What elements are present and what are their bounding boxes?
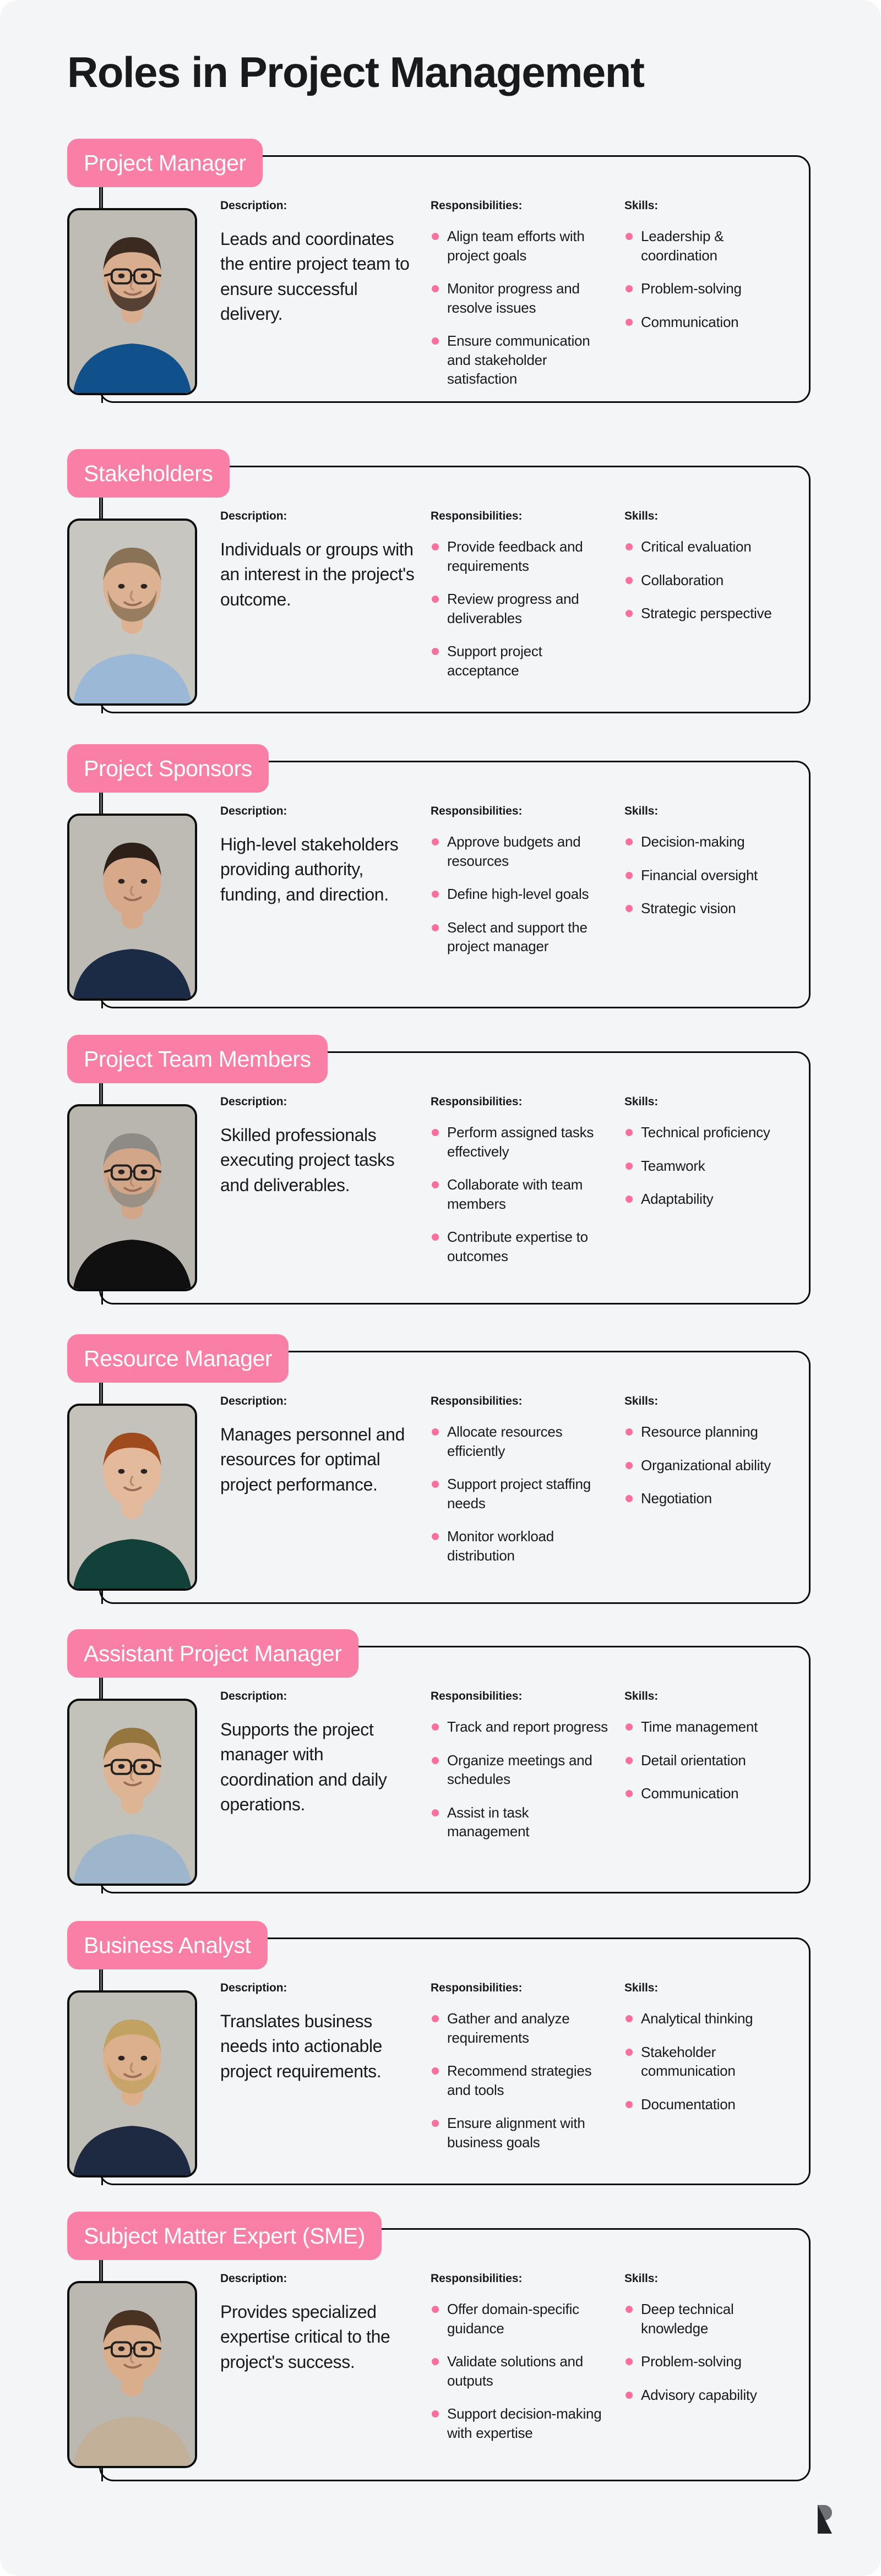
skills-label: Skills:: [624, 1690, 659, 1702]
role-photo: [67, 519, 197, 706]
skill-item: Leadership & coordination: [624, 227, 790, 265]
skill-item: Negotiation: [624, 1489, 790, 1508]
responsibility-item: Ensure communication and stakeholder satisfaction: [431, 331, 611, 389]
description-column: [220, 2272, 431, 2442]
skills-column: [624, 1395, 790, 1565]
responsibilities-label: Responsibilities:: [431, 1095, 523, 1108]
skill-item: Critical evaluation: [624, 537, 790, 556]
role-badge-label: Subject Matter Expert (SME): [84, 2223, 365, 2248]
responsibilities-column: [431, 510, 624, 680]
role-badge[interactable]: [67, 2212, 382, 2260]
responsibility-item: Ensure alignment with business goals: [431, 2114, 611, 2152]
responsibilities-column: [431, 199, 624, 389]
skill-item: Advisory capability: [624, 2386, 790, 2405]
role-detail-columns: [220, 2272, 804, 2442]
skills-list: [624, 227, 790, 331]
responsibility-item: Provide feedback and requirements: [431, 537, 611, 575]
responsibility-item: Define high-level goals: [431, 885, 611, 904]
connector-badge-to-photo: [101, 498, 103, 521]
responsibilities-list: [431, 1717, 611, 1841]
description-label: Description:: [220, 1690, 287, 1702]
connector-badge-to-photo: [101, 1969, 103, 1993]
skills-label: Skills:: [624, 2272, 659, 2285]
responsibility-item: Support project staffing needs: [431, 1475, 611, 1513]
connector-photo-to-panel: [101, 706, 103, 713]
responsibilities-label: Responsibilities:: [431, 805, 523, 817]
description-label: Description:: [220, 1095, 287, 1108]
responsibilities-column: [431, 1690, 624, 1841]
responsibilities-label: Responsibilities:: [431, 1982, 523, 1994]
responsibility-item: Organize meetings and schedules: [431, 1751, 611, 1789]
skills-list: [624, 1717, 790, 1803]
responsibility-item: Monitor workload distribution: [431, 1527, 611, 1565]
responsibility-item: Approve budgets and resources: [431, 832, 611, 870]
description-text: Supports the project manager with coordination and daily operations.: [220, 1720, 387, 1815]
skills-label: Skills:: [624, 805, 659, 817]
responsibilities-label: Responsibilities:: [431, 2272, 523, 2285]
skills-list: [624, 1422, 790, 1508]
role-photo: [67, 2281, 197, 2468]
connector-badge-to-photo: [101, 1383, 103, 1406]
skill-item: Communication: [624, 1784, 790, 1803]
skills-list: [624, 537, 790, 623]
responsibilities-label: Responsibilities:: [431, 1690, 523, 1702]
skill-item: Teamwork: [624, 1156, 790, 1176]
responsibility-item: Support decision-making with expertise: [431, 2404, 611, 2442]
skills-list: [624, 2300, 790, 2404]
responsibilities-list: [431, 227, 611, 389]
description-column: [220, 1982, 431, 2152]
skill-item: Organizational ability: [624, 1456, 790, 1475]
role-photo: [67, 1404, 197, 1591]
responsibility-item: Review progress and deliverables: [431, 590, 611, 627]
responsibility-item: Monitor progress and resolve issues: [431, 279, 611, 317]
role-detail-columns: [220, 510, 804, 680]
responsibilities-column: [431, 1095, 624, 1265]
skill-item: Detail orientation: [624, 1751, 790, 1770]
description-text: Provides specialized expertise critical to the project's success.: [220, 2302, 390, 2372]
description-text: Leads and coordinates the entire project team to ensure successful delivery.: [220, 229, 410, 324]
description-column: [220, 805, 431, 956]
role-badge[interactable]: [67, 1629, 358, 1678]
skills-list: [624, 2009, 790, 2114]
responsibility-item: Validate solutions and outputs: [431, 2352, 611, 2390]
responsibilities-list: [431, 2009, 611, 2152]
connector-badge-to-photo: [101, 793, 103, 816]
responsibility-item: Offer domain-specific guidance: [431, 2300, 611, 2338]
skill-item: Decision-making: [624, 832, 790, 852]
responsibilities-list: [431, 1123, 611, 1265]
connector-photo-to-panel: [101, 1001, 103, 1008]
skills-column: [624, 199, 790, 389]
skill-item: Problem-solving: [624, 279, 790, 298]
description-column: [220, 1095, 431, 1265]
role-detail-columns: [220, 1395, 804, 1565]
role-detail-columns: [220, 1095, 804, 1265]
description-text: Translates business needs into actionable project requirements.: [220, 2011, 383, 2081]
skill-item: Resource planning: [624, 1422, 790, 1442]
connector-badge-to-photo: [101, 1083, 103, 1106]
role-badge-label: Stakeholders: [84, 460, 213, 486]
connector-photo-to-panel: [101, 1886, 103, 1893]
connector-badge-to-photo: [101, 2260, 103, 2283]
role-badge-label: Business Analyst: [84, 1932, 251, 1958]
role-badge[interactable]: [67, 1334, 289, 1383]
responsibility-item: Support project acceptance: [431, 642, 611, 680]
role-detail-columns: [220, 1690, 804, 1841]
role-detail-columns: [220, 199, 804, 389]
connector-badge-to-photo: [101, 1678, 103, 1701]
responsibilities-column: [431, 1982, 624, 2152]
responsibilities-label: Responsibilities:: [431, 199, 523, 212]
skills-column: [624, 1982, 790, 2152]
responsibility-item: Allocate resources efficiently: [431, 1422, 611, 1460]
role-photo: [67, 1699, 197, 1886]
skill-item: Strategic vision: [624, 899, 790, 918]
responsibilities-column: [431, 2272, 624, 2442]
skill-item: Collaboration: [624, 571, 790, 590]
description-label: Description:: [220, 2272, 287, 2285]
skill-item: Strategic perspective: [624, 604, 790, 623]
role-photo: [67, 814, 197, 1001]
role-badge-label: Resource Manager: [84, 1345, 273, 1371]
role-detail-columns: [220, 1982, 804, 2152]
role-badge[interactable]: [67, 1921, 268, 1969]
description-column: [220, 510, 431, 680]
skill-item: Analytical thinking: [624, 2009, 790, 2028]
responsibility-item: Perform assigned tasks effectively: [431, 1123, 611, 1161]
responsibilities-list: [431, 2300, 611, 2442]
role-badge[interactable]: [67, 139, 263, 187]
responsibilities-column: [431, 1395, 624, 1565]
skills-label: Skills:: [624, 1095, 659, 1108]
description-text: Individuals or groups with an interest in the project's outcome.: [220, 539, 415, 609]
responsibilities-column: [431, 805, 624, 956]
description-text: High-level stakeholders providing authority, funding, and direction.: [220, 834, 399, 904]
skill-item: Documentation: [624, 2095, 790, 2114]
description-label: Description:: [220, 1982, 287, 1994]
skill-item: Time management: [624, 1717, 790, 1737]
responsibility-item: Assist in task management: [431, 1803, 611, 1841]
skills-label: Skills:: [624, 510, 659, 522]
connector-photo-to-panel: [101, 2468, 103, 2481]
description-label: Description:: [220, 510, 287, 522]
description-column: [220, 1395, 431, 1565]
role-badge[interactable]: [67, 1035, 328, 1083]
skill-item: Stakeholder communication: [624, 2043, 790, 2081]
description-label: Description:: [220, 805, 287, 817]
responsibilities-label: Responsibilities:: [431, 510, 523, 522]
description-text: Manages personnel and resources for optimal project performance.: [220, 1425, 405, 1494]
skill-item: Adaptability: [624, 1189, 790, 1209]
skills-column: [624, 2272, 790, 2442]
responsibilities-list: [431, 1422, 611, 1565]
skill-item: Communication: [624, 313, 790, 332]
skills-column: [624, 1095, 790, 1265]
skills-label: Skills:: [624, 1982, 659, 1994]
page-title: Roles in Project Management: [67, 48, 644, 96]
role-photo: [67, 1990, 197, 2177]
responsibility-item: Select and support the project manager: [431, 918, 611, 956]
responsibility-item: Collaborate with team members: [431, 1175, 611, 1213]
skill-item: Deep technical knowledge: [624, 2300, 790, 2338]
role-badge-label: Assistant Project Manager: [84, 1640, 342, 1666]
skill-item: Financial oversight: [624, 866, 790, 885]
connector-photo-to-panel: [101, 2177, 103, 2185]
description-label: Description:: [220, 1395, 287, 1407]
responsibility-item: Recommend strategies and tools: [431, 2061, 611, 2099]
responsibility-item: Gather and analyze requirements: [431, 2009, 611, 2047]
role-photo: [67, 1104, 197, 1291]
skill-item: Problem-solving: [624, 2352, 790, 2371]
role-badge-label: Project Sponsors: [84, 755, 252, 781]
skills-list: [624, 832, 790, 918]
skill-item: Technical proficiency: [624, 1123, 790, 1142]
connector-photo-to-panel: [101, 1291, 103, 1305]
brand-logo: [810, 2503, 834, 2536]
skills-label: Skills:: [624, 199, 659, 212]
role-photo: [67, 208, 197, 395]
role-detail-columns: [220, 805, 804, 956]
skills-column: [624, 1690, 790, 1841]
responsibilities-list: [431, 832, 611, 956]
responsibility-item: Track and report progress: [431, 1717, 611, 1737]
role-badge-label: Project Manager: [84, 150, 246, 176]
skills-column: [624, 805, 790, 956]
connector-badge-to-photo: [101, 187, 103, 210]
description-label: Description:: [220, 199, 287, 212]
description-column: [220, 1690, 431, 1841]
role-badge[interactable]: [67, 744, 269, 793]
description-text: Skilled professionals executing project tasks and deliverables.: [220, 1125, 395, 1195]
connector-photo-to-panel: [101, 1591, 103, 1604]
skills-label: Skills:: [624, 1395, 659, 1407]
responsibilities-label: Responsibilities:: [431, 1395, 523, 1407]
responsibility-item: Contribute expertise to outcomes: [431, 1227, 611, 1265]
connector-photo-to-panel: [101, 395, 103, 403]
skills-column: [624, 510, 790, 680]
role-badge[interactable]: [67, 449, 230, 498]
skills-list: [624, 1123, 790, 1209]
responsibilities-list: [431, 537, 611, 680]
role-badge-label: Project Team Members: [84, 1046, 311, 1072]
description-column: [220, 199, 431, 389]
responsibility-item: Align team efforts with project goals: [431, 227, 611, 265]
